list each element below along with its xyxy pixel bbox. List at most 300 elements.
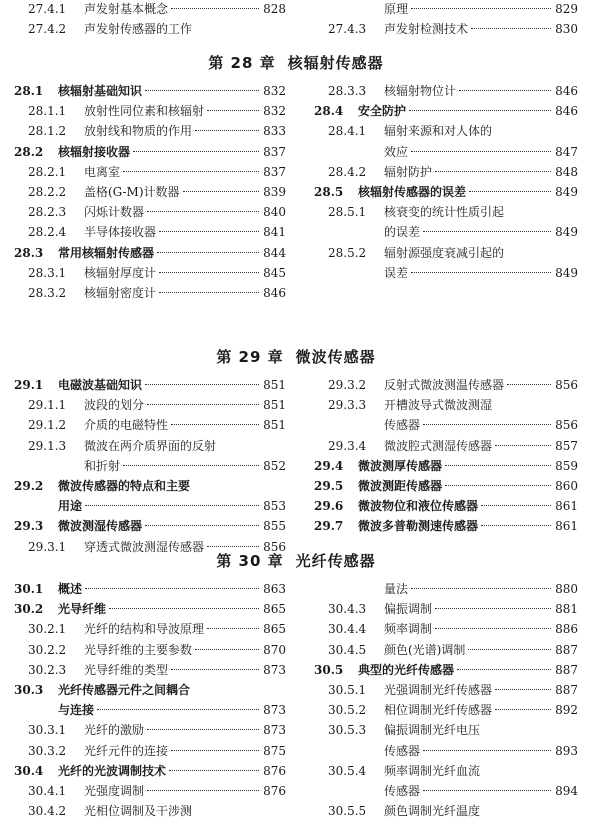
- toc-entry-title: 盖格(G-M)计数器: [84, 185, 180, 199]
- toc-entry-page: 845: [263, 265, 286, 280]
- toc-entry-page: 844: [263, 245, 286, 260]
- toc-subsection-entry: [314, 681, 578, 699]
- toc-entry-title: 开槽波导式微波测湿: [384, 398, 493, 413]
- toc-section-entry: [14, 580, 286, 598]
- dot-leader: [435, 608, 551, 609]
- toc-entry-number: 28.2.1: [28, 164, 67, 179]
- toc-subsection-entry: [314, 264, 578, 282]
- toc-entry-number: 30.2: [14, 602, 44, 617]
- dot-leader: [207, 628, 259, 629]
- toc-entry-number: 29.3.1: [28, 539, 67, 554]
- toc-entry-page: 849: [555, 185, 578, 199]
- dot-leader: [411, 588, 551, 589]
- toc-entry-page: 839: [263, 185, 286, 199]
- toc-entry-page: 873: [263, 723, 286, 738]
- dot-leader: [411, 151, 551, 152]
- dot-leader: [183, 191, 259, 192]
- toc-entry-title: 安全防护: [358, 104, 407, 119]
- dot-leader: [481, 505, 551, 506]
- toc-entry-title: 电磁波基础知识: [58, 378, 143, 392]
- toc-entry-title: 偏振调制: [384, 602, 433, 617]
- toc-entry-number: 29.3: [14, 519, 44, 534]
- chapter-heading: [0, 52, 592, 73]
- toc-entry-page: 894: [555, 784, 578, 798]
- chapter-number: 第 28 章: [208, 54, 276, 72]
- toc-entry-title: 波段的划分: [84, 398, 145, 413]
- toc-entry-title: 微波多普勒测速传感器: [358, 519, 479, 534]
- toc-section-entry: [314, 183, 578, 201]
- dot-leader: [195, 130, 259, 131]
- dot-leader: [411, 272, 551, 273]
- toc-section-entry: [314, 517, 578, 535]
- toc-entry-page: 846: [263, 286, 286, 300]
- toc-subsection-entry: [314, 580, 578, 598]
- toc-entry-number: 28.4.2: [328, 164, 367, 179]
- chapter-heading: [0, 346, 592, 367]
- toc-entry-title: 核辐射密度计: [84, 286, 157, 300]
- dot-leader: [85, 505, 259, 506]
- toc-entry-page: 832: [263, 104, 286, 119]
- toc-entry-page: 873: [263, 703, 286, 718]
- toc-entry-page: 887: [555, 662, 578, 677]
- toc-subsection-entry: [314, 223, 578, 241]
- toc-entry-title: 电离室: [84, 164, 121, 179]
- dot-leader: [409, 110, 551, 111]
- toc-subsection-entry: [14, 396, 286, 414]
- toc-entry-title: 与连接: [58, 703, 95, 718]
- toc-entry-page: 870: [263, 642, 286, 657]
- toc-subsection-entry: [314, 244, 578, 262]
- toc-entry-title: 传感器: [384, 743, 421, 758]
- dot-leader: [423, 750, 551, 751]
- toc-subsection-entry: [14, 782, 286, 800]
- toc-entry-title: 的误差: [384, 225, 421, 240]
- toc-entry-title: 半导体接收器: [84, 225, 157, 240]
- dot-leader: [459, 90, 551, 91]
- toc-entry-title: 光导纤维: [58, 602, 107, 617]
- toc-entry-page: 829: [555, 2, 578, 16]
- toc-entry-title: 辐射源强度衰减引起的: [384, 245, 505, 260]
- chapter-title: 微波传感器: [295, 348, 376, 366]
- toc-entry-title: 光纤的激励: [84, 723, 145, 738]
- toc-section-entry: [14, 477, 286, 495]
- toc-entry-number: 28.1.1: [28, 104, 67, 119]
- toc-entry-page: 852: [263, 458, 286, 473]
- dot-leader: [445, 485, 551, 486]
- toc-entry-number: 29.7: [314, 519, 344, 534]
- toc-entry-title: 核辐射物位计: [384, 84, 457, 98]
- toc-entry-title: 用途: [58, 499, 83, 514]
- toc-entry-page: 851: [263, 418, 286, 433]
- toc-entry-page: 865: [263, 602, 286, 617]
- toc-entry-number: 29.5: [314, 479, 344, 493]
- toc-entry-number: 30.4.3: [328, 602, 367, 617]
- toc-subsection-entry: [314, 600, 578, 618]
- dot-leader: [159, 292, 259, 293]
- toc-subsection-entry: [14, 661, 286, 679]
- toc-entry-title: 效应: [384, 144, 409, 159]
- toc-subsection-entry: [314, 802, 578, 820]
- toc-entry-page: 881: [555, 602, 578, 617]
- toc-entry-title: 光强度调制: [84, 784, 145, 798]
- toc-entry-title: 传感器: [384, 418, 421, 433]
- toc-entry-page: 830: [555, 22, 578, 37]
- toc-subsection-entry: [314, 0, 578, 18]
- toc-entry-page: 847: [555, 144, 578, 159]
- toc-entry-number: 28.2.3: [28, 205, 67, 220]
- toc-entry-number: 30.3.2: [28, 743, 67, 758]
- toc-entry-page: 861: [555, 519, 578, 534]
- toc-entry-title: 辐射防护: [384, 164, 433, 179]
- toc-entry-title: 典型的光纤传感器: [358, 662, 455, 677]
- dot-leader: [481, 525, 551, 526]
- toc-subsection-entry: [14, 102, 286, 120]
- toc-entry-title: 光纤元件的连接: [84, 743, 169, 758]
- toc-section-entry: [314, 102, 578, 120]
- toc-subsection-entry: [314, 721, 578, 739]
- toc-subsection-entry: [14, 284, 286, 302]
- toc-subsection-entry: [14, 457, 286, 475]
- toc-section-entry: [14, 82, 286, 100]
- toc-entry-number: 30.5.4: [328, 763, 367, 778]
- toc-entry-page: 840: [263, 205, 286, 220]
- toc-entry-title: 微波测距传感器: [358, 479, 443, 493]
- toc-entry-page: 875: [263, 743, 286, 758]
- toc-subsection-entry: [14, 641, 286, 659]
- toc-subsection-entry: [314, 122, 578, 140]
- toc-entry-number: 29.1.1: [28, 398, 67, 413]
- toc-entry-title: 光纤的结构和导波原理: [84, 622, 205, 637]
- toc-entry-number: 30.3: [14, 683, 44, 697]
- toc-entry-page: 849: [555, 265, 578, 280]
- toc-entry-title: 光纤的光波调制技术: [58, 763, 167, 778]
- toc-entry-number: 29.1.2: [28, 418, 67, 433]
- toc-entry-title: 光相位调制及干涉测: [84, 804, 193, 819]
- toc-entry-page: 837: [263, 144, 286, 159]
- toc-entry-title: 传感器: [384, 784, 421, 798]
- dot-leader: [445, 465, 551, 466]
- toc-entry-number: 28.5: [314, 185, 344, 199]
- dot-leader: [171, 750, 259, 751]
- toc-entry-page: 887: [555, 642, 578, 657]
- toc-section-entry: [14, 701, 286, 719]
- toc-entry-number: 27.4.2: [28, 22, 67, 37]
- toc-subsection-entry: [314, 437, 578, 455]
- dot-leader: [469, 191, 551, 192]
- dot-leader: [145, 90, 259, 91]
- toc-entry-page: 856: [555, 378, 578, 392]
- toc-subsection-entry: [14, 437, 286, 455]
- toc-entry-title: 原理: [384, 2, 409, 16]
- dot-leader: [423, 231, 551, 232]
- toc-entry-number: 27.4.3: [328, 22, 367, 37]
- toc-entry-title: 频率调制光纤血流: [384, 763, 481, 778]
- toc-section-entry: [14, 376, 286, 394]
- toc-entry-page: 856: [263, 539, 286, 554]
- toc-subsection-entry: [14, 802, 286, 820]
- toc-subsection-entry: [314, 620, 578, 638]
- dot-leader: [123, 171, 259, 172]
- toc-entry-number: 30.5.5: [328, 804, 367, 819]
- toc-entry-page: 833: [263, 124, 286, 139]
- toc-entry-page: 832: [263, 84, 286, 98]
- toc-entry-title: 核辐射传感器的误差: [358, 185, 467, 199]
- toc-entry-number: 30.3.1: [28, 723, 67, 738]
- toc-entry-page: 876: [263, 784, 286, 798]
- toc-section-entry: [14, 143, 286, 161]
- chapter-heading: [0, 550, 592, 571]
- toc-entry-number: 29.4: [314, 458, 344, 473]
- toc-subsection-entry: [314, 762, 578, 780]
- dot-leader: [169, 770, 259, 771]
- toc-subsection-entry: [314, 163, 578, 181]
- toc-entry-number: 30.4.2: [28, 804, 67, 819]
- toc-entry-title: 量法: [384, 582, 409, 596]
- toc-subsection-entry: [14, 742, 286, 760]
- dot-leader: [171, 424, 259, 425]
- toc-entry-title: 声发射基本概念: [84, 2, 169, 16]
- dot-leader: [157, 252, 259, 253]
- dot-leader: [147, 211, 259, 212]
- toc-entry-page: 859: [555, 458, 578, 473]
- toc-subsection-entry: [314, 376, 578, 394]
- toc-entry-number: 28.2.4: [28, 225, 67, 240]
- toc-entry-number: 30.4: [14, 763, 44, 778]
- chapter-title: 光纤传感器: [295, 552, 376, 570]
- toc-entry-number: 30.5.2: [328, 703, 367, 718]
- toc-entry-number: 30.2.1: [28, 622, 67, 637]
- toc-entry-title: 微波物位和液位传感器: [358, 499, 479, 514]
- toc-subsection-entry: [14, 203, 286, 221]
- toc-entry-title: 微波传感器的特点和主要: [58, 479, 191, 493]
- toc-entry-page: 863: [263, 582, 286, 596]
- toc-entry-page: 846: [555, 104, 578, 119]
- toc-entry-title: 反射式微波测温传感器: [384, 378, 505, 392]
- dot-leader: [207, 110, 259, 111]
- dot-leader: [133, 151, 259, 152]
- toc-section-entry: [14, 497, 286, 515]
- toc-entry-page: 880: [555, 582, 578, 596]
- toc-entry-title: 声发射传感器的工作: [84, 22, 193, 37]
- toc-subsection-entry: [314, 20, 578, 38]
- toc-subsection-entry: [14, 223, 286, 241]
- toc-entry-number: 30.4.1: [28, 784, 67, 798]
- toc-entry-number: 29.3.2: [328, 378, 367, 392]
- toc-entry-page: 857: [555, 438, 578, 453]
- toc-entry-title: 介质的电磁特性: [84, 418, 169, 433]
- dot-leader: [507, 384, 551, 385]
- dot-leader: [495, 689, 551, 690]
- dot-leader: [423, 790, 551, 791]
- toc-entry-number: 28.5.2: [328, 245, 367, 260]
- toc-entry-page: 855: [263, 519, 286, 534]
- toc-entry-title: 光导纤维的类型: [84, 662, 169, 677]
- toc-entry-page: 860: [555, 479, 578, 493]
- dot-leader: [411, 8, 551, 9]
- toc-section-entry: [14, 600, 286, 618]
- toc-subsection-entry: [14, 264, 286, 282]
- toc-entry-title: 常用核辐射传感器: [58, 245, 155, 260]
- toc-subsection-entry: [314, 396, 578, 414]
- dot-leader: [97, 709, 259, 710]
- dot-leader: [471, 28, 551, 29]
- toc-entry-title: 相位调制光纤传感器: [384, 703, 493, 718]
- toc-entry-page: 853: [263, 499, 286, 514]
- toc-subsection-entry: [14, 183, 286, 201]
- toc-entry-page: 865: [263, 622, 286, 637]
- dot-leader: [457, 669, 551, 670]
- toc-entry-number: 27.4.1: [28, 2, 67, 16]
- toc-subsection-entry: [314, 82, 578, 100]
- toc-entry-title: 穿透式微波测湿传感器: [84, 539, 205, 554]
- toc-section-entry: [314, 477, 578, 495]
- dot-leader: [495, 709, 551, 710]
- toc-section-entry: [14, 681, 286, 699]
- toc-entry-number: 30.5.1: [328, 683, 367, 697]
- toc-entry-page: 856: [555, 418, 578, 433]
- toc-entry-number: 30.5: [314, 662, 344, 677]
- toc-entry-number: 28.3: [14, 245, 44, 260]
- toc-entry-number: 30.5.3: [328, 723, 367, 738]
- toc-entry-number: 28.3.2: [28, 286, 67, 300]
- toc-subsection-entry: [14, 122, 286, 140]
- dot-leader: [147, 729, 259, 730]
- toc-entry-number: 30.4.5: [328, 642, 367, 657]
- toc-entry-title: 概述: [58, 582, 83, 596]
- dot-leader: [171, 669, 259, 670]
- chapter-number: 第 30 章: [216, 552, 284, 570]
- toc-entry-title: 微波在两介质界面的反射: [84, 438, 217, 453]
- dot-leader: [145, 525, 259, 526]
- toc-entry-page: 841: [263, 225, 286, 240]
- dot-leader: [495, 445, 551, 446]
- toc-entry-number: 28.2: [14, 144, 44, 159]
- toc-entry-title: 微波测厚传感器: [358, 458, 443, 473]
- toc-entry-number: 29.1.3: [28, 438, 67, 453]
- toc-entry-title: 光强调制光纤传感器: [384, 683, 493, 697]
- toc-entry-page: 828: [263, 2, 286, 16]
- toc-entry-number: 28.3.1: [28, 265, 67, 280]
- toc-entry-page: 873: [263, 662, 286, 677]
- dot-leader: [423, 424, 551, 425]
- dot-leader: [109, 608, 259, 609]
- dot-leader: [468, 649, 551, 650]
- toc-subsection-entry: [14, 163, 286, 181]
- toc-subsection-entry: [14, 721, 286, 739]
- toc-entry-title: 颜色调制光纤温度: [384, 804, 481, 819]
- toc-entry-number: 29.6: [314, 499, 344, 514]
- toc-entry-number: 28.5.1: [328, 205, 367, 220]
- chapter-number: 第 29 章: [216, 348, 284, 366]
- toc-subsection-entry: [314, 416, 578, 434]
- toc-entry-number: 28.3.3: [328, 84, 367, 98]
- toc-subsection-entry: [314, 701, 578, 719]
- toc-entry-title: 核辐射基础知识: [58, 84, 143, 98]
- toc-entry-title: 颜色(光谱)调制: [384, 642, 466, 657]
- toc-entry-number: 28.1.2: [28, 124, 67, 139]
- toc-entry-title: 核辐射接收器: [58, 144, 131, 159]
- toc-entry-page: 886: [555, 622, 578, 637]
- toc-subsection-entry: [314, 143, 578, 161]
- toc-entry-title: 和折射: [84, 458, 121, 473]
- toc-section-entry: [14, 517, 286, 535]
- toc-entry-title: 微波腔式测湿传感器: [384, 438, 493, 453]
- toc-entry-number: 28.4.1: [328, 124, 367, 139]
- toc-subsection-entry: [14, 416, 286, 434]
- toc-subsection-entry: [314, 782, 578, 800]
- toc-entry-page: 876: [263, 763, 286, 778]
- toc-section-entry: [314, 661, 578, 679]
- toc-entry-title: 误差: [384, 265, 409, 280]
- toc-entry-number: 28.4: [314, 104, 344, 119]
- toc-entry-title: 声发射检测技术: [384, 22, 469, 37]
- toc-section-entry: [14, 762, 286, 780]
- toc-entry-title: 闪烁计数器: [84, 205, 145, 220]
- toc-entry-title: 核衰变的统计性质引起: [384, 205, 505, 220]
- toc-subsection-entry: [314, 742, 578, 760]
- dot-leader: [147, 404, 259, 405]
- dot-leader: [123, 465, 259, 466]
- toc-subsection-entry: [14, 0, 286, 18]
- toc-entry-title: 辐射来源和对人体的: [384, 124, 493, 139]
- toc-entry-page: 848: [555, 164, 578, 179]
- toc-entry-page: 851: [263, 398, 286, 413]
- toc-entry-title: 放射性同位素和核辐射: [84, 104, 205, 119]
- toc-entry-number: 28.2.2: [28, 185, 67, 199]
- toc-entry-page: 887: [555, 683, 578, 697]
- toc-entry-number: 30.2.3: [28, 662, 67, 677]
- toc-entry-page: 846: [555, 84, 578, 98]
- toc-entry-number: 30.1: [14, 582, 44, 596]
- toc-subsection-entry: [314, 203, 578, 221]
- toc-entry-number: 30.4.4: [328, 622, 367, 637]
- dot-leader: [207, 546, 259, 547]
- toc-entry-page: 861: [555, 499, 578, 514]
- dot-leader: [145, 384, 259, 385]
- toc-entry-page: 837: [263, 164, 286, 179]
- toc-entry-title: 核辐射厚度计: [84, 265, 157, 280]
- toc-entry-number: 29.3.3: [328, 398, 367, 413]
- toc-entry-page: 892: [555, 703, 578, 718]
- toc-entry-number: 29.1: [14, 378, 44, 392]
- toc-subsection-entry: [14, 620, 286, 638]
- toc-entry-page: 849: [555, 225, 578, 240]
- dot-leader: [159, 272, 259, 273]
- toc-entry-page: 893: [555, 743, 578, 758]
- toc-entry-title: 光导纤维的主要参数: [84, 642, 193, 657]
- dot-leader: [435, 628, 551, 629]
- dot-leader: [195, 649, 259, 650]
- toc-entry-number: 29.2: [14, 479, 44, 493]
- dot-leader: [171, 8, 259, 9]
- toc-entry-title: 光纤传感器元件之间耦合: [58, 683, 191, 697]
- dot-leader: [147, 790, 259, 791]
- toc-entry-page: 851: [263, 378, 286, 392]
- toc-section-entry: [14, 244, 286, 262]
- toc-entry-title: 微波测湿传感器: [58, 519, 143, 534]
- toc-subsection-entry: [14, 20, 286, 38]
- toc-entry-title: 频率调制: [384, 622, 433, 637]
- toc-entry-number: 28.1: [14, 84, 44, 98]
- toc-entry-title: 偏振调制光纤电压: [384, 723, 481, 738]
- toc-subsection-entry: [314, 641, 578, 659]
- dot-leader: [435, 171, 551, 172]
- dot-leader: [159, 231, 259, 232]
- toc-entry-number: 29.3.4: [328, 438, 367, 453]
- toc-entry-number: 30.2.2: [28, 642, 67, 657]
- chapter-title: 核辐射传感器: [287, 54, 384, 72]
- toc-section-entry: [314, 497, 578, 515]
